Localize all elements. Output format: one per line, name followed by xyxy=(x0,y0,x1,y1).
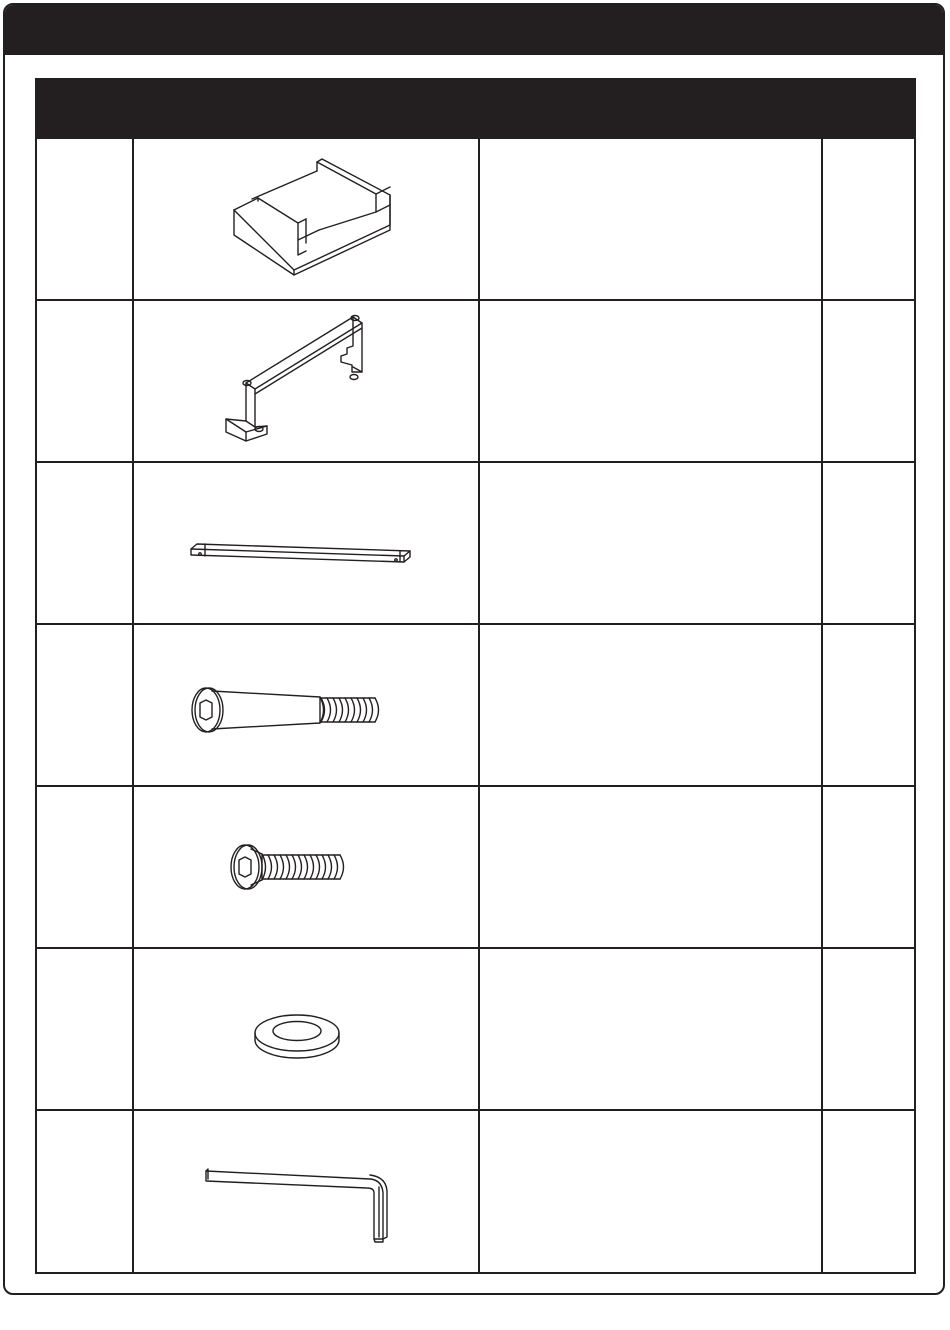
rod-illustration xyxy=(134,463,478,624)
table-row xyxy=(37,461,914,624)
table-row xyxy=(37,947,914,1110)
part-image-cell xyxy=(134,1111,480,1272)
part-quantity xyxy=(823,139,914,300)
table-row xyxy=(37,623,914,786)
parts-table xyxy=(35,78,916,1274)
table-header xyxy=(37,80,914,137)
table-row xyxy=(37,1109,914,1272)
part-key xyxy=(37,949,134,1110)
part-key xyxy=(37,625,134,786)
part-image-cell xyxy=(134,139,480,300)
long-bolt-illustration xyxy=(134,625,478,786)
table-row xyxy=(37,137,914,300)
table-row xyxy=(37,785,914,948)
part-description xyxy=(480,139,823,300)
part-image-cell xyxy=(134,625,480,786)
tray-illustration xyxy=(134,139,478,300)
part-description xyxy=(480,301,823,462)
part-key xyxy=(37,139,134,300)
short-bolt-illustration xyxy=(134,787,478,948)
washer-illustration xyxy=(134,949,478,1110)
part-description xyxy=(480,625,823,786)
part-image-cell xyxy=(134,463,480,624)
part-image-cell xyxy=(134,787,480,948)
part-quantity xyxy=(823,949,914,1110)
allen-key-illustration xyxy=(134,1111,478,1272)
table-row xyxy=(37,299,914,462)
part-description xyxy=(480,1111,823,1272)
bracket-illustration xyxy=(134,301,478,462)
part-image-cell xyxy=(134,301,480,462)
part-quantity xyxy=(823,625,914,786)
part-quantity xyxy=(823,787,914,948)
part-description xyxy=(480,463,823,624)
part-key xyxy=(37,1111,134,1272)
part-quantity xyxy=(823,463,914,624)
part-key xyxy=(37,463,134,624)
page-header-bar xyxy=(5,5,943,55)
part-description xyxy=(480,787,823,948)
part-description xyxy=(480,949,823,1110)
part-image-cell xyxy=(134,949,480,1110)
part-key xyxy=(37,787,134,948)
part-quantity xyxy=(823,301,914,462)
part-quantity xyxy=(823,1111,914,1272)
part-key xyxy=(37,301,134,462)
